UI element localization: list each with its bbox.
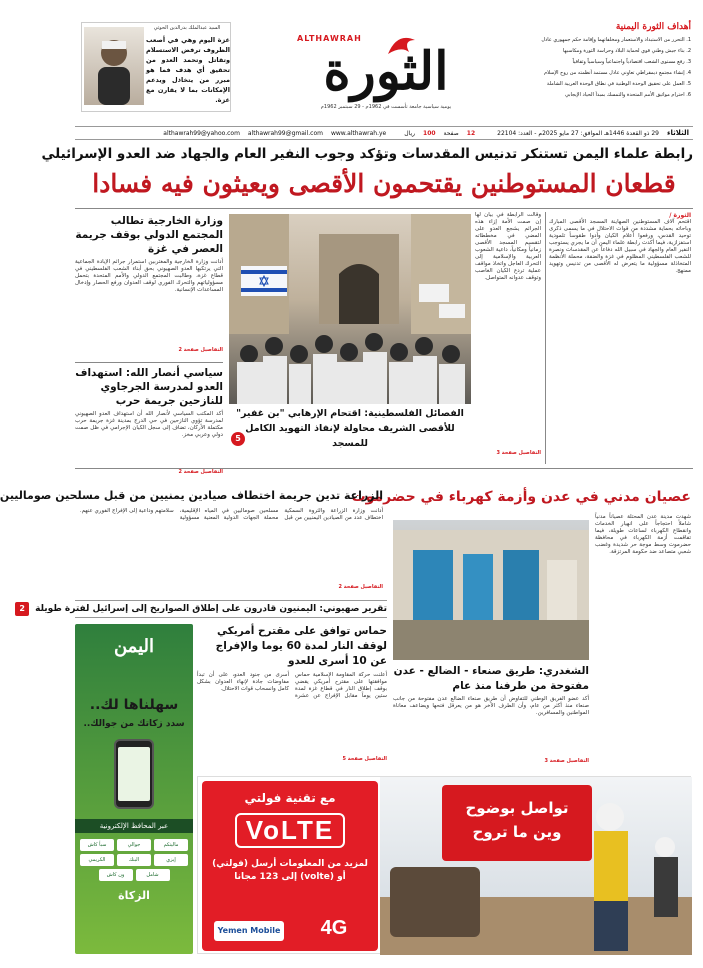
banner-text: تقرير صهيوني: اليمنيون قادرون على إطلاق الصواريخ إلى إسرائيل لفترة طويلة: [35, 604, 387, 614]
road-article[interactable]: [393, 664, 589, 768]
more-link[interactable]: التفاصيل صفحة 3: [496, 450, 541, 456]
ad-footer: عبر المحافظ الإلكترونية: [75, 819, 193, 833]
ad-desc: لمزيد من المعلومات أرسل (فولتي) أو (volte) إلى 123 مجانا: [212, 859, 368, 882]
left-article[interactable]: [75, 214, 223, 358]
headline-kicker[interactable]: رابطة علماء اليمن تستنكر تدنيس المقدسات وتؤكد وجوب النفير العام والجهاد ضد العدو الإسرائيلي: [41, 146, 693, 162]
farm-article[interactable]: [75, 508, 383, 596]
ad-slogan: سهلناها لك..: [89, 697, 179, 713]
report-banner[interactable]: [19, 600, 387, 618]
lead-text: اقتحم آلاف المستوطنين الصهاينة المسجد الأقصى المبارك وباحاته بحماية مشددة من قوات الاحتلال في ما يسمى ذكرى توحيد القدس، ورفعوا أعلام الكيان وأدوا طقوساً تلمودية استفزازية، فيما أكدت رابطة علماء اليمن أن ما يجري يستوجب النفير العام والجهاد في سبيل الله دفاعاً عن المقدسات ونصرة للشعب الفلسطيني المظلوم في غزة والضفة، محملة الأنظمة المتخاذلة مسؤولية ما يتعرض له الأقصى من تدنيس وتهويد ممنهج.: [549, 219, 691, 274]
goals-title: أهداف الثورة اليمنية: [615, 22, 691, 32]
photo-caption-text: الفصائل الفلسطينية: اقتحام الإرهابي "بن غفير" للأقصى الشريف محاولة لإنفاذ التهويد الكامل للمسجد: [236, 408, 464, 449]
goal-item: 6. احترام مواثيق الأمم المتحدة والتمسك بمبدأ الحياد الإيجابي: [564, 92, 691, 98]
divider: [545, 212, 546, 464]
article-title: سياسي أنصار الله: استهداف العدو لمدرسة الجرجاوي للنازحين جريمة حرب: [75, 367, 223, 407]
goals-box: [501, 22, 691, 112]
goals-list: [501, 35, 691, 101]
more-link[interactable]: التفاصيل صفحة 2: [338, 584, 383, 590]
email-link[interactable]: althawrah99@yahoo.com: [163, 129, 240, 137]
network-badge: 4G: [320, 917, 348, 939]
ad-brand: اليمن: [113, 636, 155, 657]
tagline-2: وين ما تروح: [472, 823, 562, 841]
lead-label: الثورة /: [669, 212, 691, 219]
masthead-subtitle: يومية سياسية جامعة تأسست في 1962م - 29 سبتمبر 1962م: [320, 104, 452, 110]
tech-label: مع تقنية فولتي: [244, 791, 336, 805]
leader-portrait: [84, 27, 144, 105]
more-link[interactable]: التفاصيل صفحة 3: [544, 758, 589, 764]
pages-label: صفحة: [443, 129, 459, 137]
price-value: 100: [423, 129, 436, 137]
goal-item: 5. العمل على تحقيق الوحدة الوطنية في نطاق الوحدة العربية الشاملة: [546, 81, 691, 87]
article-text: شهدت مدينة عدن المحتلة عصياناً مدنياً شاملاً احتجاجاً على انهيار الخدمات وانقطاع الكهرباء لساعات طويلة، فيما تفاقمت أزمة الكهرباء في محافظة حضرموت وسط موجة حر شديدة وغضب شعبي متصاعد ضد حكومة المرتزقة.: [595, 514, 691, 555]
logo-ar: الثورة: [323, 41, 449, 102]
partner-logo: شامل: [136, 869, 170, 881]
lead-text-cont: وقالت الرابطة في بيان لها إن صمت الأمة إزاء هذه الجرائم يشجع العدو على المضي في مخططاته لتقسيم المسجد الأقصى زمانياً ومكانياً، داعية الشعوب العربية والإسلامية إلى التحرك العاجل واتخاذ مواقف عملية تردع الكيان الغاصب وتوقف عدوانه المتواصل.: [475, 212, 541, 281]
article-text: أعلنت حركة المقاومة الإسلامية حماس موافقتها على مقترح أمريكي يقضي بوقف إطلاق النار في قطاع غزة لمدة ستين يوماً مقابل الإفراج عن عشرة أسرى من جنود العدو، على أن تبدأ مفاوضات جادة لإنهاء العدوان بشكل كامل وانسحاب قوات الاحتلال.: [197, 672, 387, 699]
article-title: وزارة الخارجية تطالب المجتمع الدولي بوقف جريمة العصر في غزة: [75, 215, 223, 255]
goal-item: 3. رفع مستوى الشعب اقتصادياً واجتماعياً وسياسياً وثقافياً: [572, 59, 691, 65]
quote-box: [81, 22, 231, 112]
partner-logo: جوالي: [117, 839, 151, 851]
more-link[interactable]: التفاصيل صفحة 2: [178, 347, 223, 353]
masthead: [63, 0, 703, 118]
logo-en: ALTHAWRAH: [297, 34, 362, 43]
lead-article-cont: [475, 212, 541, 462]
divider: [75, 362, 223, 363]
partners-grid: [79, 839, 189, 881]
photo-caption[interactable]: [229, 406, 471, 456]
divider: [75, 468, 693, 469]
issue-day: الثلاثاء: [666, 129, 689, 137]
info-bar: [75, 126, 693, 140]
ad-photo: [380, 777, 692, 955]
article-title: حماس توافق على مقترح أمريكي لوقف النار لمدة 60 يوما والإفراج عن 10 أسرى للعدو: [215, 625, 387, 667]
partner-logo: الكريمي: [80, 854, 114, 866]
email-link[interactable]: althawrah99@gmail.com: [247, 129, 323, 137]
article-text: أدانت وزارة الخارجية والمغتربين استمرار جرائم الإبادة الجماعية التي يرتكبها العدو الصهيوني بحق أبناء الشعب الفلسطيني في قطاع غزة، وطالبت المجتمع الدولي والأمم المتحدة بتحمل مسؤولياتهم والتحرك الفوري لوقف العدوان ورفع الحصار وإدخال المساعدات الإنسانية.: [75, 259, 223, 293]
volte-panel: [202, 781, 378, 951]
website-link[interactable]: www.althawrah.ye: [330, 129, 387, 137]
article-text: أدانت وزارة الزراعة والثروة السمكية اختطاف عدد من الصيادين اليمنيين من قبل مسلحين صوماليين في المياه الإقليمية، محملة الجهات الدولية المعنية مسؤولية سلامتهم وداعية إلى الإفراج الفوري عنهم.: [79, 508, 383, 521]
lead-article[interactable]: [549, 212, 691, 462]
tech-name: VoLTE: [235, 813, 345, 848]
zakat-ad[interactable]: [75, 624, 193, 954]
logo[interactable]: [291, 28, 481, 104]
more-link[interactable]: التفاصيل صفحة 2: [178, 469, 223, 475]
farm-title[interactable]: الزراعة تدين جريمة اختطاف صيادين يمنيين من قبل مسلحين صوماليين: [0, 489, 383, 502]
issue-date: 29 ذو القعدة 1446هـ الموافق: 27 مايو 2025م - العدد: 22104: [497, 129, 659, 137]
page-badge: 5: [231, 432, 245, 446]
street-photo: [393, 520, 589, 660]
lead-photo: [229, 214, 471, 404]
partner-logo: ون كاش: [99, 869, 133, 881]
partner-logo: البنك: [117, 854, 151, 866]
article-title: الشغدري: طريق صنعاء - الضالع - عدن مفتوحة من طرفنا منذ عام: [393, 665, 589, 692]
ad-brand-bottom: الزكاة: [118, 889, 150, 902]
partner-logo: إيزي: [154, 854, 188, 866]
company-logo: Yemen Mobile: [214, 921, 284, 941]
quote-text: غزة اليوم وهي في أصعب الظروف ترفض الاستسلام وتقاتل وتحمد العدو من تحقيق أي هدف فما هو مبرر من يتخاذل ويدعم الإمكانات بما لا يقارن مع غزة.: [146, 36, 230, 104]
phone-icon: [114, 739, 154, 809]
headline-main[interactable]: قطعان المستوطنين يقتحمون الأقصى ويعيثون فيه فسادا: [92, 169, 676, 198]
flag-icon: [241, 266, 287, 296]
partner-logo: سبأ كاش: [80, 839, 114, 851]
tagline-box: [442, 785, 592, 861]
hamas-article[interactable]: [197, 624, 387, 770]
quote-caption: السيد عبدالملك بدرالدين الحوثي: [153, 25, 221, 31]
more-link[interactable]: التفاصيل صفحة 5: [342, 756, 387, 762]
price-label: ريال: [404, 129, 416, 137]
pages-count: 12: [466, 129, 476, 137]
ad-sub: سدد زكاتك من جوالك..: [83, 719, 185, 729]
page-badge: 2: [15, 602, 29, 616]
divider: [75, 208, 693, 209]
goal-item: 2. بناء جيش وطني قوي لحماية البلاد وحراسة الثورة ومكاسبها: [562, 48, 691, 54]
left-article[interactable]: [75, 366, 223, 475]
goal-item: 4. إنشاء مجتمع ديمقراطي تعاوني عادل مستمد أنظمته من روح الإسلام: [544, 70, 691, 76]
aden-title[interactable]: عصيان مدني في عدن وأزمة كهرباء في حضرموت: [351, 489, 691, 505]
partner-logo: ماليتكم: [154, 839, 188, 851]
tagline-1: تواصل بوضوح: [465, 799, 569, 817]
volte-ad[interactable]: [197, 776, 691, 954]
goal-item: 1. التحرر من الاستبداد والاستعمار ومخلفاتهما وإقامة حكم جمهوري عادل: [541, 37, 691, 43]
article-text: أكد عضو الفريق الوطني للتفاوض أن طريق صنعاء الضالع عدن مفتوحة من جانب صنعاء منذ أكثر من عام، وأن الطرف الآخر هو من يعرقل فتحها ويضاعف معاناة المواطنين والمسافرين.: [393, 696, 589, 716]
article-text: أكد المكتب السياسي لأنصار الله أن استهداف العدو الصهيوني لمدرسة تؤوي النازحين في حي الدرج بمدينة غزة جريمة حرب مكتملة الأركان، تضاف إلى سجل الكيان الإجرامي في ظل صمت دولي وعربي مخز.: [75, 411, 223, 438]
